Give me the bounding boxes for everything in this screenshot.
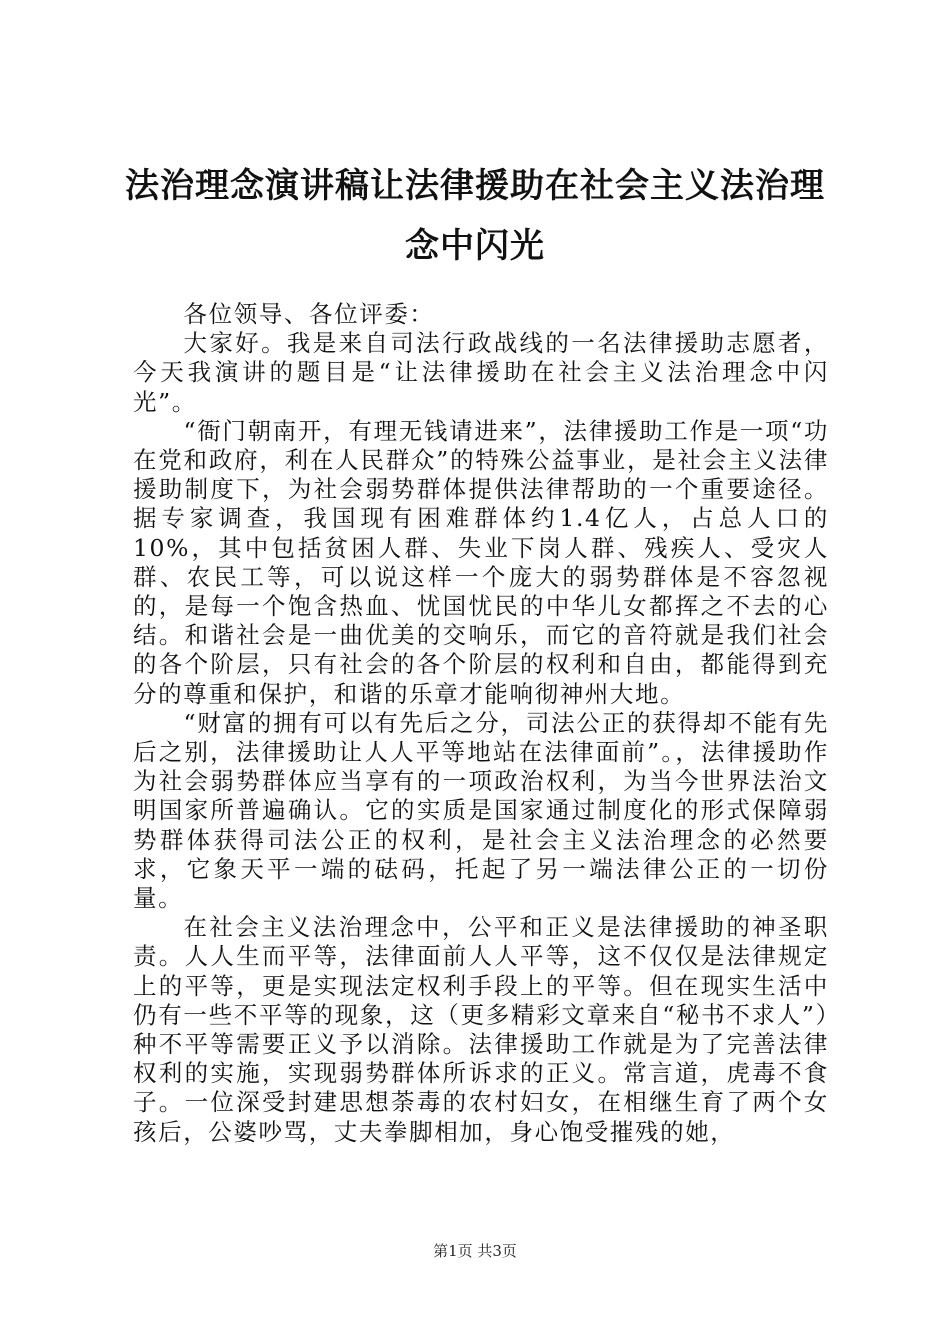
salutation: 各位领导、各位评委：: [183, 300, 435, 328]
paragraph-equality: “财富的拥有可以有先后之分，司法公正的获得却不能有先后之别，法律援助让人人平等地站在法律面前”。，法律援助作为社会弱势群体应当享有的一项政治权利，为当今世界法治文明国家所普遍确认。它的实质是国家通过制度化的形式保障弱势群体获得司法公正的权利，是社会主义法治理念的必然要求，它象天平一端的砝码，托起了另一端法律公正的一切份量。: [133, 708, 829, 913]
paragraph-legal-aid-intro: “衙门朝南开，有理无钱请进来”，法律援助工作是一项“功在党和政府，利在人民群众”的特殊公益事业，是社会主义法律援助制度下，为社会弱势群体提供法律帮助的一个重要途径。据专家调查，我国现有困难群体约1.4亿人，占总人口的10%，其中包括贫困人群、失业下岗人群、残疾人、受灾人群、农民工等，可以说这样一个庞大的弱势群体是不容忽视的，是每一个饱含热血、忧国忧民的中华儿女都挥之不去的心结。和谐社会是一曲优美的交响乐，而它的音符就是我们社会的各个阶层，只有社会的各个阶层的权利和自由，都能得到充分的尊重和保护，和谐的乐章才能响彻神州大地。: [133, 416, 829, 708]
document-body: [133, 300, 829, 1147]
paragraph-greeting: 大家好。我是来自司法行政战线的一名法律援助志愿者，今天我演讲的题目是“让法律援助在社会主义法治理念中闪光”。: [133, 329, 829, 416]
document-title: 法治理念演讲稿让法律援助在社会主义法治理念中闪光: [125, 166, 825, 266]
page-number-footer: 第1页 共3页: [433, 1242, 517, 1260]
paragraph-justice: 在社会主义法治理念中，公平和正义是法律援助的神圣职责。人人生而平等，法律面前人人平等，这不仅仅是法律规定上的平等，更是实现法定权利手段上的平等。但在现实生活中仍有一些不平等的现象，这（更多精彩文章来自“秘书不求人”）种不平等需要正义予以消除。法律援助工作就是为了完善法律权利的实施，实现弱势群体所诉求的正义。常言道，虎毒不食子。一位深受封建思想荼毒的农村妇女，在相继生育了两个女孩后，公婆吵骂，丈夫拳脚相加，身心饱受摧残的她，: [133, 913, 829, 1146]
